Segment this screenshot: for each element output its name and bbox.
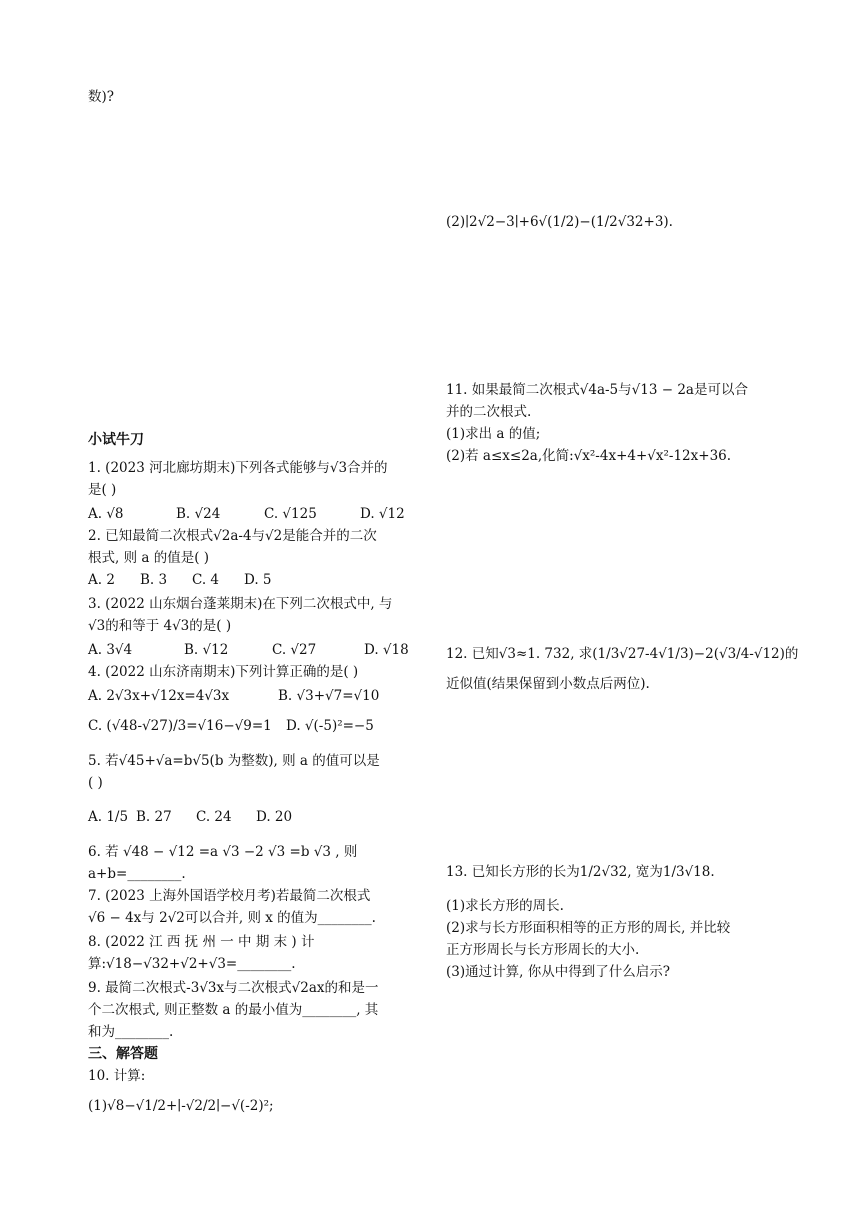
q5-option-a: A. 1/5 xyxy=(88,809,129,825)
q10-part1: (1)√8−√1/2+∣-√2/2∣−√(-2)²; xyxy=(88,1098,274,1114)
q1-line2: 是( ) xyxy=(88,482,117,498)
q13-line3: (2)求与长方形面积相等的正方形的周长, 并比较 xyxy=(446,920,731,936)
q4-option-c: C. (√48-√27)/3=√16−√9=1 xyxy=(88,718,272,734)
q5-option-b: B. 27 xyxy=(136,809,172,825)
q11-line1: 11. 如果最简二次根式√4a-5与√13 − 2a是可以合 xyxy=(446,382,748,398)
q3-option-a: A. 3√4 xyxy=(88,642,133,658)
q11-line2: 并的二次根式. xyxy=(446,404,532,420)
q1-option-c: C. √125 xyxy=(264,506,317,522)
q4-option-a: A. 2√3x+√12x=4√3x xyxy=(88,688,230,704)
section3-title: 三、解答题 xyxy=(88,1046,158,1062)
q2-option-b: B. 3 xyxy=(140,572,168,588)
q3-options xyxy=(88,641,409,659)
q1-line1: 1. (2023 河北廊坊期末)下列各式能够与√3合并的 xyxy=(88,460,388,476)
q5-line1: 5. 若√45+√a=b√5(b 为整数), 则 a 的值可以是 xyxy=(88,753,380,769)
q12-line1: 12. 已知√3≈1. 732, 求(1/3√27-4√1/3)−2(√3/4-√12)的 xyxy=(446,646,799,662)
q1-option-a: A. √8 xyxy=(88,506,124,522)
q1-option-d: D. √12 xyxy=(360,506,405,522)
q2-line2: 根式, 则 a 的值是( ) xyxy=(88,550,210,566)
q1-options xyxy=(88,505,405,523)
q4-option-d: D. √(-5)²=−5 xyxy=(286,718,374,734)
q4-line1: 4. (2022 山东济南期末)下列计算正确的是( ) xyxy=(88,664,359,680)
q13-line5: (3)通过计算, 你从中得到了什么启示? xyxy=(446,964,670,980)
q9-line2: 个二次根式, 则正整数 a 的最小值为________, 其 xyxy=(88,1002,379,1018)
q2-option-a: A. 2 xyxy=(88,572,115,588)
q3-option-b: B. √12 xyxy=(184,642,229,658)
q1-option-b: B. √24 xyxy=(176,506,221,522)
q7-line1: 7. (2023 上海外国语学校月考)若最简二次根式 xyxy=(88,888,371,904)
q6-line1: 6. 若 √48 − √12 =a √3 −2 √3 =b √3 , 则 xyxy=(88,844,358,860)
q6-line2: a+b=________. xyxy=(88,866,186,882)
q3-line1: 3. (2022 山东烟台蓬莱期末)在下列二次根式中, 与 xyxy=(88,596,393,612)
q2-option-d: D. 5 xyxy=(244,572,272,588)
q9-line1: 9. 最简二次根式-3√3x与二次根式√2ax的和是一 xyxy=(88,980,379,996)
q10-part2: (2)∣2√2−3∣+6√(1/2)−(1/2√32+3). xyxy=(446,214,673,230)
q5-options xyxy=(88,808,292,826)
q11-line4: (2)若 a≤x≤2a,化简:√x²-4x+4+√x²-12x+36. xyxy=(446,448,732,464)
q5-option-d: D. 20 xyxy=(256,809,293,825)
section-title: 小试牛刀 xyxy=(88,432,144,448)
q13-line2: (1)求长方形的周长. xyxy=(446,898,564,914)
q5-line2: ( ) xyxy=(88,775,103,791)
q5-option-c: C. 24 xyxy=(196,809,232,825)
q3-option-d: D. √18 xyxy=(364,642,409,658)
q4-option-b: B. √3+√7=√10 xyxy=(278,688,380,704)
q10-line1: 10. 计算: xyxy=(88,1068,146,1084)
q9-line3: 和为________. xyxy=(88,1024,174,1040)
q7-line2: √6 − 4x与 2√2可以合并, 则 x 的值为________. xyxy=(88,910,376,926)
q2-option-c: C. 4 xyxy=(192,572,220,588)
q8-line1: 8. (2022 江 西 抚 州 一 中 期 末 ) 计 xyxy=(88,934,315,950)
q13-line4: 正方形周长与长方形周长的大小. xyxy=(446,942,640,958)
q13-line1: 13. 已知长方形的长为1/2√32, 宽为1/3√18. xyxy=(446,864,715,880)
top-fragment: 数)? xyxy=(88,89,115,105)
q2-line1: 2. 已知最简二次根式√2a-4与√2是能合并的二次 xyxy=(88,528,377,544)
q12-line2: 近似值(结果保留到小数点后两位). xyxy=(446,676,650,692)
q11-line3: (1)求出 a 的值; xyxy=(446,426,541,442)
q3-line2: √3的和等于 4√3的是( ) xyxy=(88,618,232,634)
q8-line2: 算:√18−√32+√2+√3=________. xyxy=(88,956,296,972)
q2-options xyxy=(88,571,272,589)
q3-option-c: C. √27 xyxy=(272,642,317,658)
